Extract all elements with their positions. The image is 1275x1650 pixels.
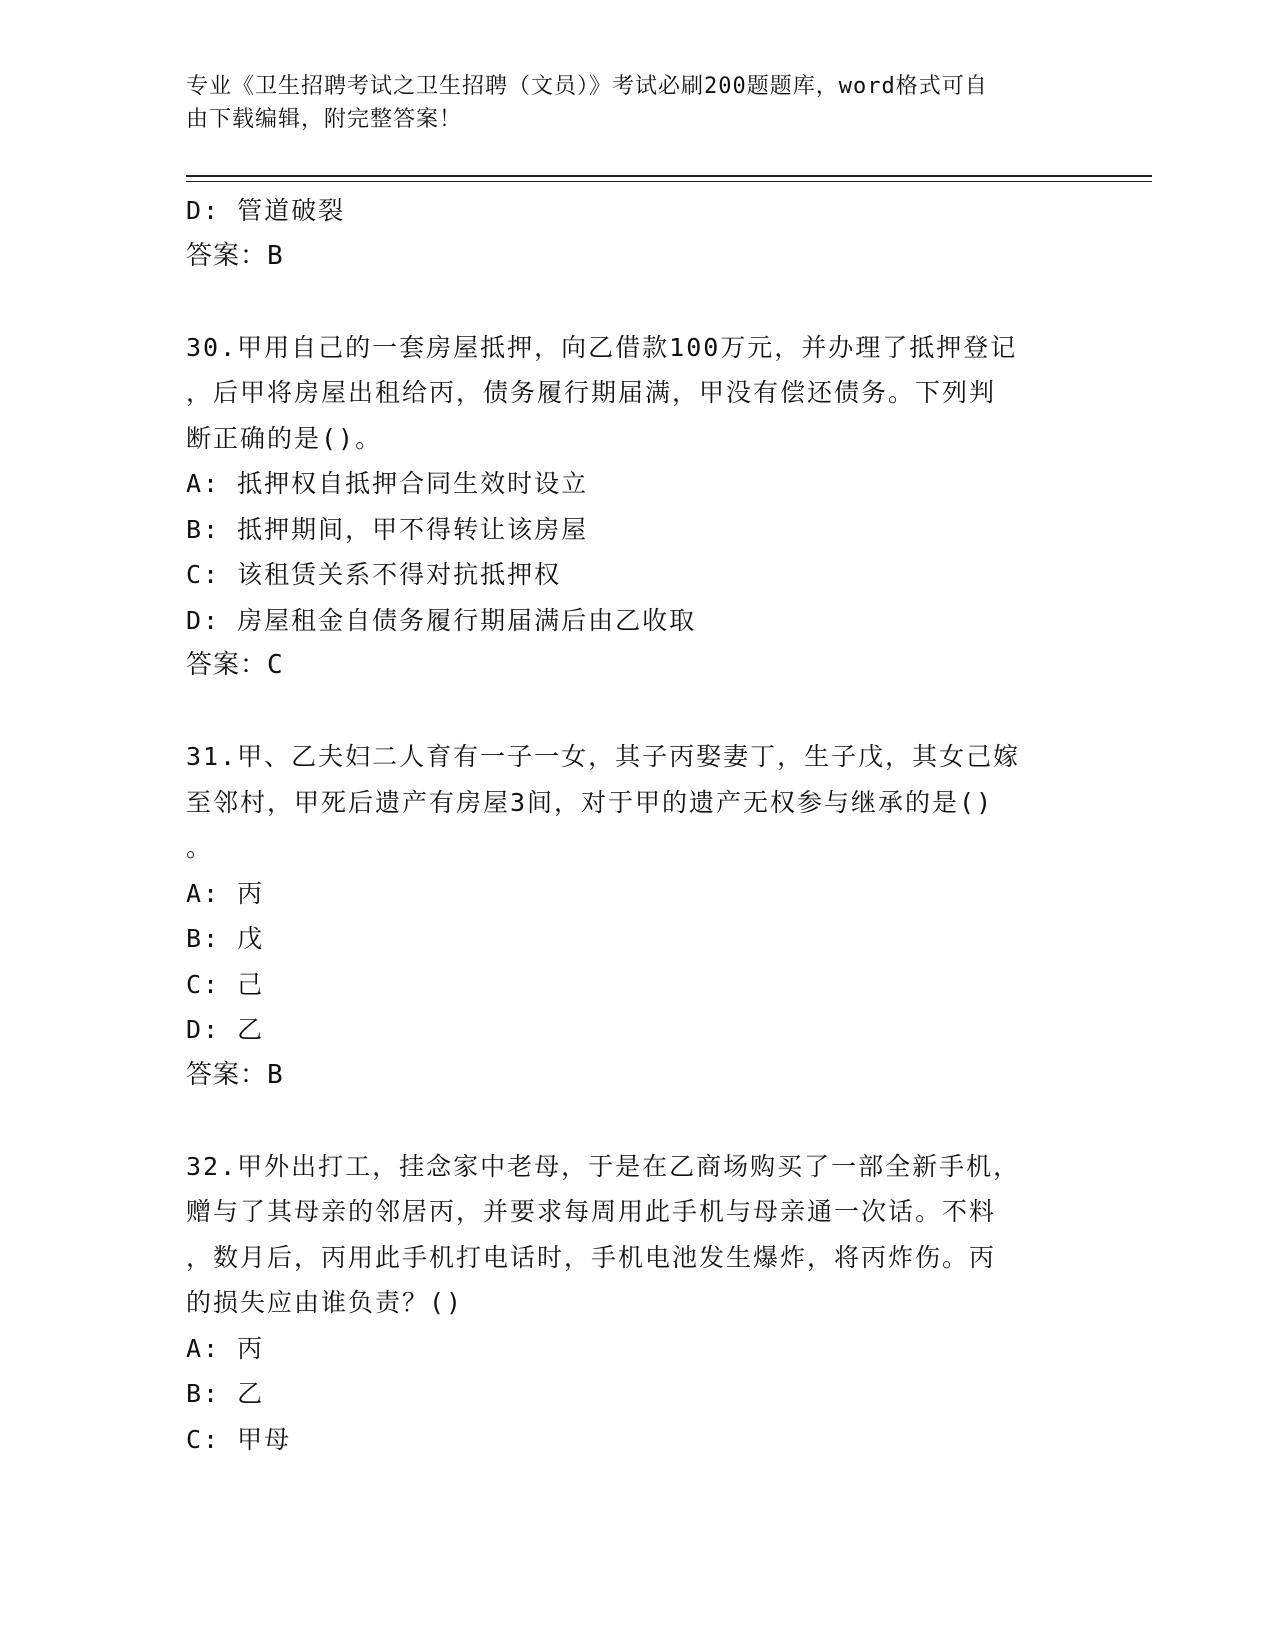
option-d: D: 房屋租金自债务履行期届满后由乙收取	[186, 605, 697, 635]
option-a: A: 抵押权自抵押合同生效时设立	[186, 469, 589, 498]
prev-answer: 答案：B	[186, 240, 284, 271]
prev-option-d: D: 管道破裂	[186, 196, 346, 225]
question-text-line: 的损失应由谁负责？()	[186, 1288, 464, 1317]
question-text-line: ，后甲将房屋出租给丙，债务履行期届满，甲没有偿还债务。下列判	[186, 378, 997, 407]
question-31	[186, 734, 1086, 1098]
option-b: B: 乙	[186, 1379, 265, 1408]
spacer	[186, 279, 1086, 325]
answer: 答案：C	[186, 650, 284, 680]
option-a: A: 丙	[186, 878, 265, 908]
option-b: B: 抵押期间，甲不得转让该房屋	[186, 514, 589, 544]
question-text-line: 断正确的是()。	[186, 423, 383, 453]
header-rule-thick	[186, 175, 1152, 177]
question-content	[186, 188, 1086, 1462]
option-c: C: 该租赁关系不得对抗抵押权	[186, 560, 562, 589]
question-text-line: 至邻村，甲死后遗产有房屋3间，对于甲的遗产无权参与继承的是()	[186, 787, 994, 817]
option-c: C: 己	[186, 969, 265, 999]
header-line-1: 专业《卫生招聘考试之卫生招聘（文员）》考试必刷200题题库，word格式可自	[186, 74, 988, 99]
document-header	[186, 70, 1066, 136]
answer: 答案：B	[186, 1059, 284, 1090]
question-text-line: 。	[186, 833, 214, 862]
option-a: A: 丙	[186, 1333, 265, 1363]
question-text-line: ，数月后，丙用此手机打电话时，手机电池发生爆炸，将丙炸伤。丙	[186, 1242, 997, 1272]
question-text-line: 30.甲用自己的一套房屋抵押，向乙借款100万元，并办理了抵押登记	[186, 332, 1018, 362]
option-d: D: 乙	[186, 1015, 265, 1044]
option-b: B: 戊	[186, 924, 265, 953]
option-c: C: 甲母	[186, 1424, 292, 1454]
question-text-line: 31.甲、乙夫妇二人育有一子一女，其子丙娶妻丁，生子戊，其女己嫁	[186, 742, 1021, 771]
header-line-2: 由下载编辑，附完整答案！	[186, 107, 463, 132]
spacer	[186, 689, 1086, 735]
question-text-line: 赠与了其母亲的邻居丙，并要求每周用此手机与母亲通一次话。不料	[186, 1197, 997, 1226]
header-rule-thin	[186, 181, 1152, 182]
spacer	[186, 1098, 1086, 1144]
question-32	[186, 1144, 1086, 1463]
question-30	[186, 325, 1086, 689]
question-text-line: 32.甲外出打工，挂念家中老母，于是在乙商场购买了一部全新手机，	[186, 1151, 1021, 1181]
